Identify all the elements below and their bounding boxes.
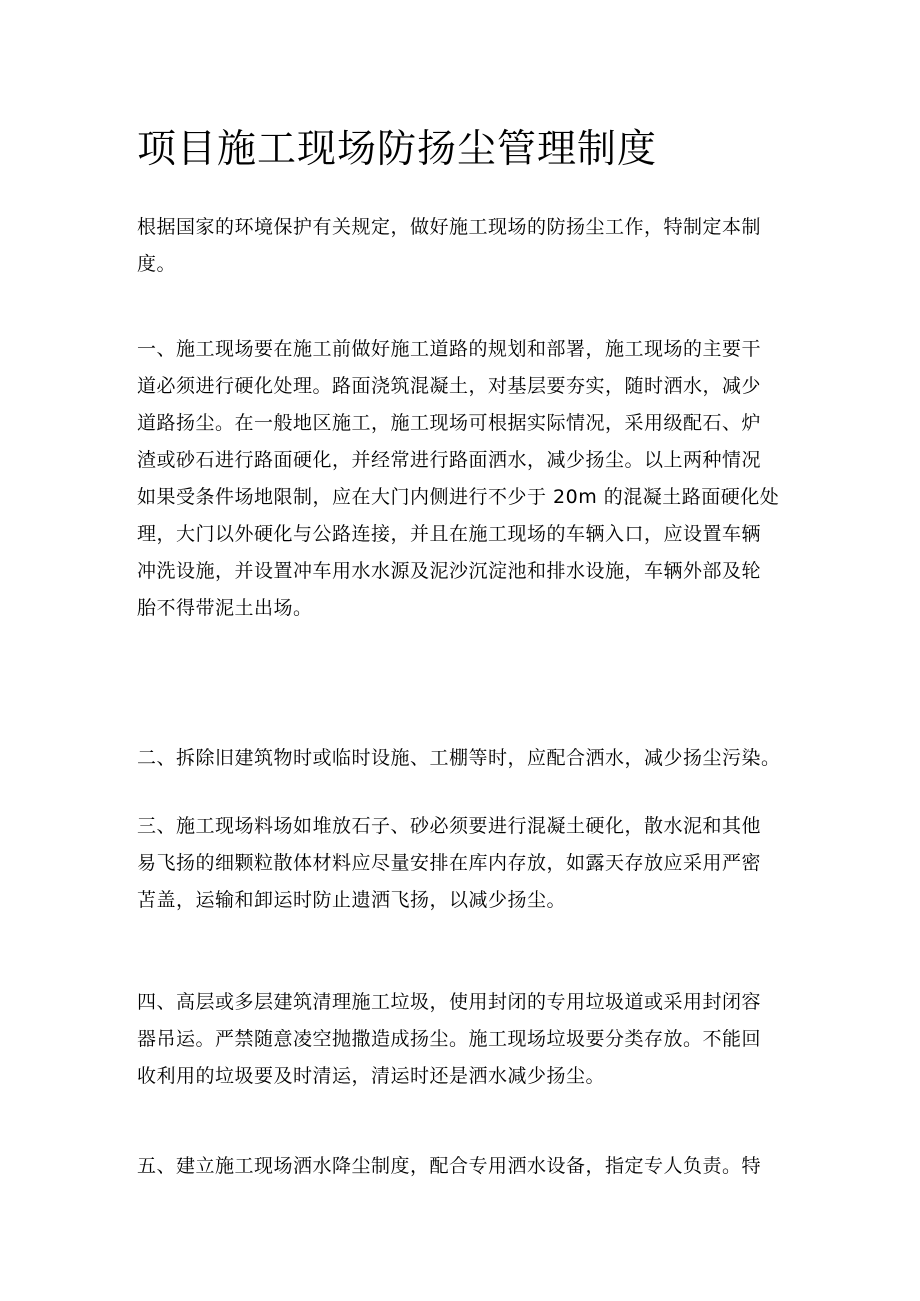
- paragraph-line: 胎不得带泥土出场。: [137, 597, 313, 619]
- section-5-paragraph: [137, 1148, 797, 1185]
- section-1-paragraph: [137, 331, 797, 627]
- paragraph-line: 苫盖，运输和卸运时防止遗洒飞扬，以减少扬尘。: [137, 889, 567, 911]
- paragraph-line: 三、施工现场料场如堆放石子、砂必须要进行混凝土硬化，散水泥和其他: [137, 815, 762, 837]
- paragraph-line: 器吊运。严禁随意凌空抛撒造成扬尘。施工现场垃圾要分类存放。不能回: [137, 1028, 762, 1050]
- paragraph-line: 二、拆除旧建筑物时或临时设施、工棚等时，应配合洒水，减少扬尘污染。: [137, 747, 781, 769]
- paragraph-line: 根据国家的环境保护有关规定，做好施工现场的防扬尘工作，特制定本制: [137, 216, 762, 238]
- paragraph-line: 易飞扬的细颗粒散体材料应尽量安排在库内存放，如露天存放应采用严密: [137, 852, 762, 874]
- section-2-paragraph: [137, 740, 797, 777]
- intro-paragraph: [137, 209, 797, 283]
- paragraph-line: 一、施工现场要在施工前做好施工道路的规划和部署，施工现场的主要干: [137, 338, 762, 360]
- paragraph-line: 渣或砂石进行路面硬化，并经常进行路面洒水，减少扬尘。以上两种情况: [137, 449, 762, 471]
- paragraph-line: 如果受条件场地限制，应在大门内侧进行不少于 20m 的混凝土路面硬化处: [137, 486, 780, 508]
- document-title: 项目施工现场防扬尘管理制度: [137, 127, 658, 172]
- section-3-paragraph: [137, 808, 797, 919]
- paragraph-line: 冲洗设施，并设置冲车用水水源及泥沙沉淀池和排水设施，车辆外部及轮: [137, 560, 762, 582]
- paragraph-line: 道路扬尘。在一般地区施工，施工现场可根据实际情况，采用级配石、炉: [137, 412, 762, 434]
- paragraph-line: 理，大门以外硬化与公路连接，并且在施工现场的车辆入口，应设置车辆: [137, 523, 762, 545]
- paragraph-line: 道必须进行硬化处理。路面浇筑混凝土，对基层要夯实，随时洒水，减少: [137, 375, 762, 397]
- paragraph-line: 度。: [137, 253, 177, 275]
- paragraph-line: 收利用的垃圾要及时清运，清运时还是洒水减少扬尘。: [137, 1065, 606, 1087]
- section-4-paragraph: [137, 984, 797, 1095]
- paragraph-line: 四、高层或多层建筑清理施工垃圾，使用封闭的专用垃圾道或采用封闭容: [137, 991, 762, 1013]
- paragraph-line: 五、建立施工现场洒水降尘制度，配合专用洒水设备，指定专人负责。特: [137, 1155, 762, 1177]
